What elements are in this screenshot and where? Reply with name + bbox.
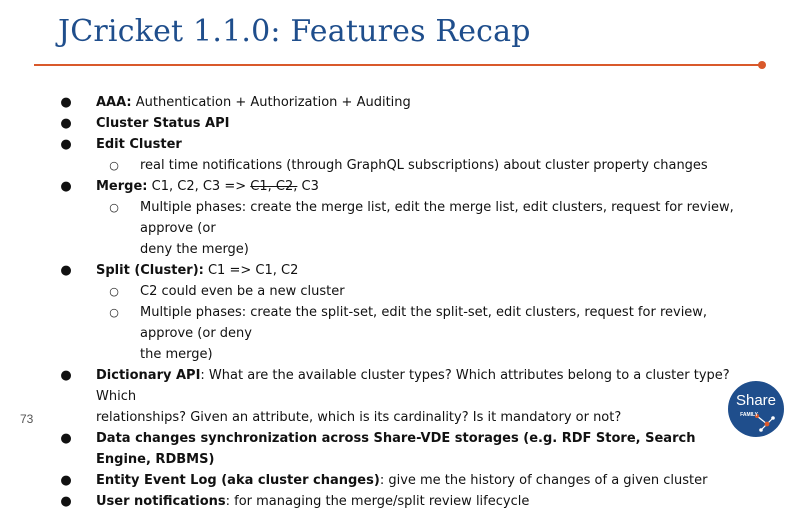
sub-bullet-split-phases-line2: the merge) [140,347,213,362]
bullet-merge-pre: C1, C2, C3 => [147,179,251,194]
bullet-data-sync [56,428,746,470]
bullet-dictionary-label: Dictionary API [96,368,201,383]
bullet-mark: ● [60,95,72,110]
bullet-mark: ● [60,179,72,194]
bullet-aaa-text: Authentication + Authorization + Auditing [131,95,411,110]
sub-bullet-merge-phases-line1: Multiple phases: create the merge list, edit the merge list, edit clusters, request for review, approve (or [140,200,734,236]
sub-bullet-split-phases-line1: Multiple phases: create the split-set, edit the split-set, edit clusters, request for review, approve (or deny [140,305,708,341]
logo-word: Share [735,392,777,409]
bullet-split-text: C1 => C1, C2 [203,263,299,278]
bullet-mark: ● [60,494,72,509]
bullet-mark: ● [60,431,72,446]
sub-bullet-mark: ○ [109,306,119,319]
bullet-mark: ● [60,473,72,488]
bullet-merge [56,176,746,197]
bullet-edit-cluster-label: Edit Cluster [96,137,182,152]
bullet-event-log-text: : give me the history of changes of a given cluster [379,473,708,488]
sub-bullet-merge-phases [56,197,746,260]
bullet-dictionary [56,365,746,428]
bullet-user-notifications-label: User notifications [96,494,226,509]
bullet-user-notifications-text: : for managing the merge/split review lifecycle [225,494,530,509]
bullet-aaa [56,92,746,113]
sub-bullet-mark: ○ [109,159,119,172]
title-underline-dot [758,61,766,69]
sub-bullet-merge-phases-line2: deny the merge) [140,242,249,257]
bullet-edit-cluster [56,134,746,155]
bullet-mark: ● [60,116,72,131]
sub-bullet-realtime [56,155,746,176]
slide-title: JCricket 1.1.0: Features Recap [58,14,531,49]
page-number: 73 [20,412,34,426]
sub-bullet-mark: ○ [109,285,119,298]
sub-bullet-split-phases [56,302,746,365]
bullet-aaa-label: AAA: [96,95,132,110]
bullet-split [56,260,746,281]
bullet-event-log [56,470,746,491]
sub-bullet-mark: ○ [109,201,119,214]
bullet-list [56,92,746,512]
bullet-merge-struck: C1, C2, [250,179,298,194]
bullet-event-log-label: Entity Event Log (aka cluster changes) [96,473,380,488]
bullet-mark: ● [60,368,72,383]
logo-sub: FAMILY [740,412,758,418]
sub-bullet-split-new [56,281,746,302]
title-underline [34,64,762,66]
bullet-dictionary-line1: : What are the available cluster types? Which attributes belong to a cluster type? Which [96,368,730,404]
bullet-merge-label: Merge: [96,179,148,194]
bullet-dictionary-line2: relationships? Given an attribute, which is its cardinality? Is it mandatory or not? [96,410,622,425]
bullet-split-label: Split (Cluster): [96,263,204,278]
sub-bullet-split-new-text: C2 could even be a new cluster [140,284,345,299]
bullet-cluster-status-label: Cluster Status API [96,116,230,131]
sub-bullet-realtime-text: real time notifications (through GraphQL subscriptions) about cluster property changes [140,158,708,173]
bullet-mark: ● [60,137,72,152]
bullet-merge-post: C3 [297,179,319,194]
bullet-data-sync-label: Data changes synchronization across Share-VDE storages (e.g. RDF Store, Search Engine, RDBMS) [96,431,696,467]
share-family-logo-icon [727,380,785,438]
bullet-mark: ● [60,263,72,278]
bullet-user-notifications [56,491,746,512]
bullet-cluster-status [56,113,746,134]
